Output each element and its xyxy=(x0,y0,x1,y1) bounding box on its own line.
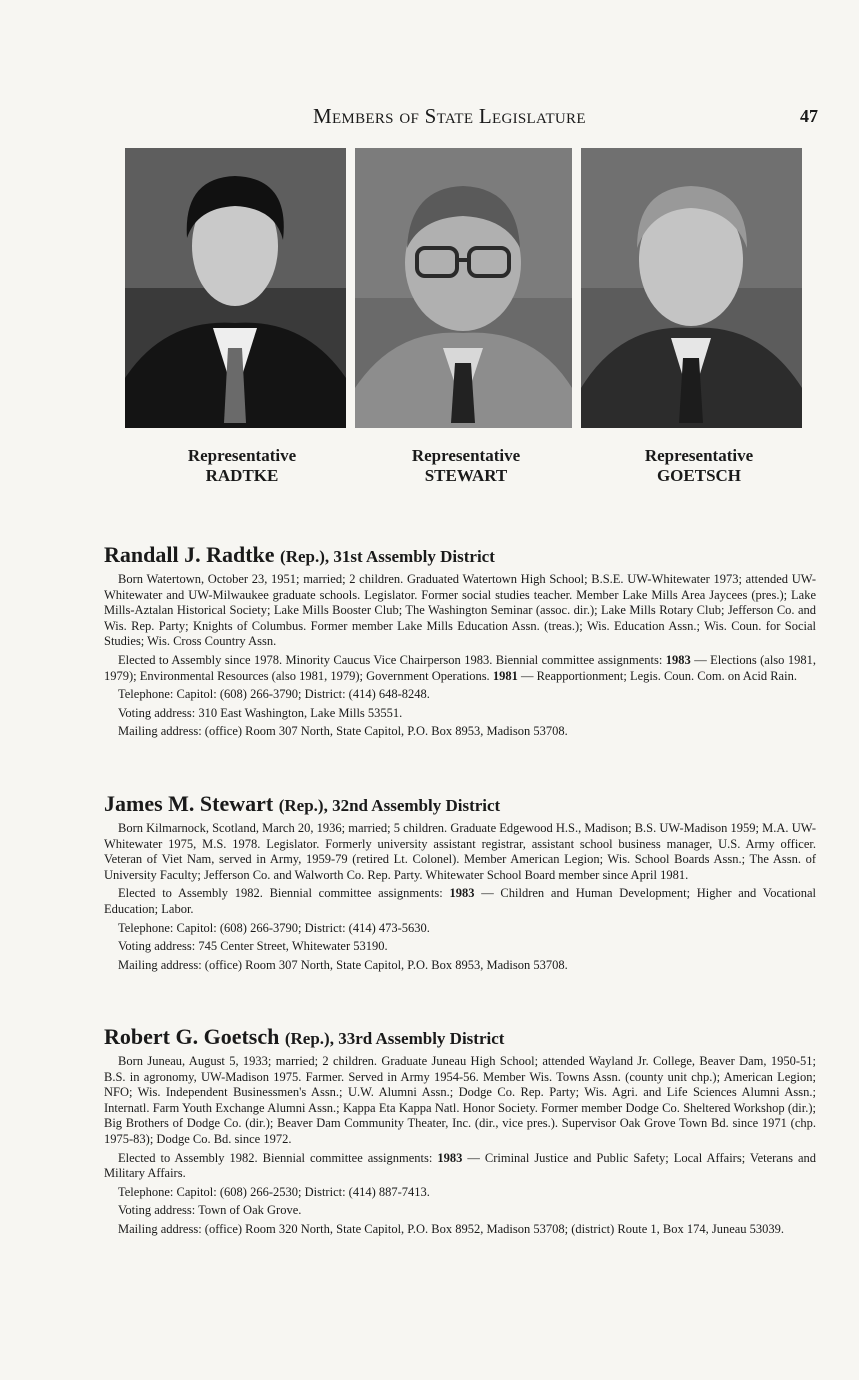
member-affiliation: (Rep.), 33rd Assembly District xyxy=(284,1029,505,1048)
portrait-stewart xyxy=(355,148,572,428)
bio-stewart xyxy=(104,792,816,976)
bio-mailing-address: Mailing address: (office) Room 320 North, State Capitol, P.O. Box 8952, Madison 53708; (district) Route 1, Box 174, Juneau 53039. xyxy=(118,1221,785,1236)
bio-background: Born Kilmarnock, Scotland, March 20, 1936; married; 5 children. Graduate Edgewood H.S., Madison; B.S. UW-Madison 1959; M.A. UW-Whitewater 1975, M.S. 1978. Legislator. Formerly university assistant registrar, assistant school business manager, U.S. Army officer. Veteran of Viet Nam, served in Army, 1959-79 (retired Lt. Colonel). Member American Legion; Wis. School Boards Assn.; The Assn. of University Faculty; Jefferson Co. and Walworth Co. Rep. Party. Whitewater School Board member since April 1981. xyxy=(104,821,816,882)
member-affiliation: (Rep.), 32nd Assembly District xyxy=(278,796,501,815)
caption-title: Representative xyxy=(644,446,754,465)
bio-background: Born Juneau, August 5, 1933; married; 2 children. Graduate Juneau High School; attended Wayland Jr. College, Beaver Dam, 1950-51; B.S. in agronomy, UW-Madison 1975. Farmer. Served in Army 1954-56. Member Wis. Towns Assn. (county unit chp.); American Legion; NFO; Wis. Independent Businessmen's Assn.; U.W. Alumni Assn.; Dodge Co. Rep. Party; Wis. Agri. and Life Sciences Alumni Assn.; Internatl. Farm Youth Exchange Alumni Assn.; Kappa Eta Kappa Natl. Honor Society. Former member Dodge Co. Sheltered Workshop (dir.); Big Brothers of Dodge Co. (dir.); Beaver Dam Community Theater, Inc. (dir., vice pres.). Supervisor Oak Grove Town Bd. since 1971 (chp. 1975-83); Dodge Co. Bd. since 1972. xyxy=(104,1054,816,1146)
bio-telephone: Telephone: Capitol: (608) 266-2530; District: (414) 887-7413. xyxy=(118,1184,430,1199)
bio-voting-address: Voting address: 745 Center Street, Whitewater 53190. xyxy=(118,939,388,954)
member-name: Robert G. Goetsch xyxy=(104,1024,280,1049)
member-name: James M. Stewart xyxy=(104,791,274,816)
bio-heading xyxy=(104,1025,816,1051)
bio-mailing-address: Mailing address: (office) Room 307 North, State Capitol, P.O. Box 8953, Madison 53708. xyxy=(118,724,568,739)
caption-title: Representative xyxy=(187,446,297,465)
bio-service: Elected to Assembly since 1978. Minority Caucus Vice Chairperson 1983. Biennial committee assignments: 1983 — Elections (also 1981, 1979); Environmental Resources (also 1981, 1979); Government Operations. 1981 — Reapportionment; Legis. Coun. Com. on Acid Rain. xyxy=(104,652,816,683)
bio-heading xyxy=(104,543,816,569)
bio-mailing-address: Mailing address: (office) Room 307 North, State Capitol, P.O. Box 8953, Madison 53708. xyxy=(118,957,568,972)
running-title: Members of State Legislature xyxy=(313,104,586,128)
bio-background: Born Watertown, October 23, 1951; married; 2 children. Graduated Watertown High School; B.S.E. UW-Whitewater 1973; attended UW-Whitewater and UW-Milwaukee graduate schools. Legislator. Former social studies teacher. Member Lake Mills Area Jaycees (pres.); Lake Mills-Aztalan Historical Society; Lake Mills Booster Club; The Washington Seminar (assoc. dir.); Lake Mills Rotary Club; Jefferson Co. and Wis. Rep. Party; Knights of Columbus. Former member Lake Mills Education Assn. (treas.); Wis. Education Assn.; Wis. Coun. for Social Studies; Wis. Cross Country Assn. xyxy=(104,572,816,649)
page-number: 47 xyxy=(800,106,818,126)
bio-radtke xyxy=(104,543,816,743)
member-affiliation: (Rep.), 31st Assembly District xyxy=(280,547,495,566)
caption-goetsch xyxy=(584,446,814,486)
caption-stewart xyxy=(351,446,581,486)
portrait-goetsch xyxy=(581,148,802,428)
member-name: Randall J. Radtke xyxy=(104,542,275,567)
bio-voting-address: Voting address: Town of Oak Grove. xyxy=(118,1203,302,1218)
caption-radtke xyxy=(127,446,357,486)
bio-service: Elected to Assembly 1982. Biennial committee assignments: 1983 — Criminal Justice and Public Safety; Local Affairs; Veterans and Military Affairs. xyxy=(104,1150,817,1181)
bio-heading xyxy=(104,792,816,818)
bio-voting-address: Voting address: 310 East Washington, Lake Mills 53551. xyxy=(118,705,403,720)
caption-title: Representative xyxy=(411,446,521,465)
bio-telephone: Telephone: Capitol: (608) 266-3790; District: (414) 648-8248. xyxy=(118,687,430,702)
bio-goetsch xyxy=(104,1025,816,1241)
caption-surname: RADTKE xyxy=(205,466,279,485)
caption-surname: GOETSCH xyxy=(656,466,742,485)
portrait-radtke xyxy=(125,148,346,428)
caption-surname: STEWART xyxy=(424,466,508,485)
page-header xyxy=(0,104,859,132)
bio-service: Elected to Assembly 1982. Biennial committee assignments: 1983 — Children and Human Development; Higher and Vocational Education; Labor. xyxy=(104,886,817,916)
bio-telephone: Telephone: Capitol: (608) 266-3790; District: (414) 473-5630. xyxy=(118,920,430,935)
